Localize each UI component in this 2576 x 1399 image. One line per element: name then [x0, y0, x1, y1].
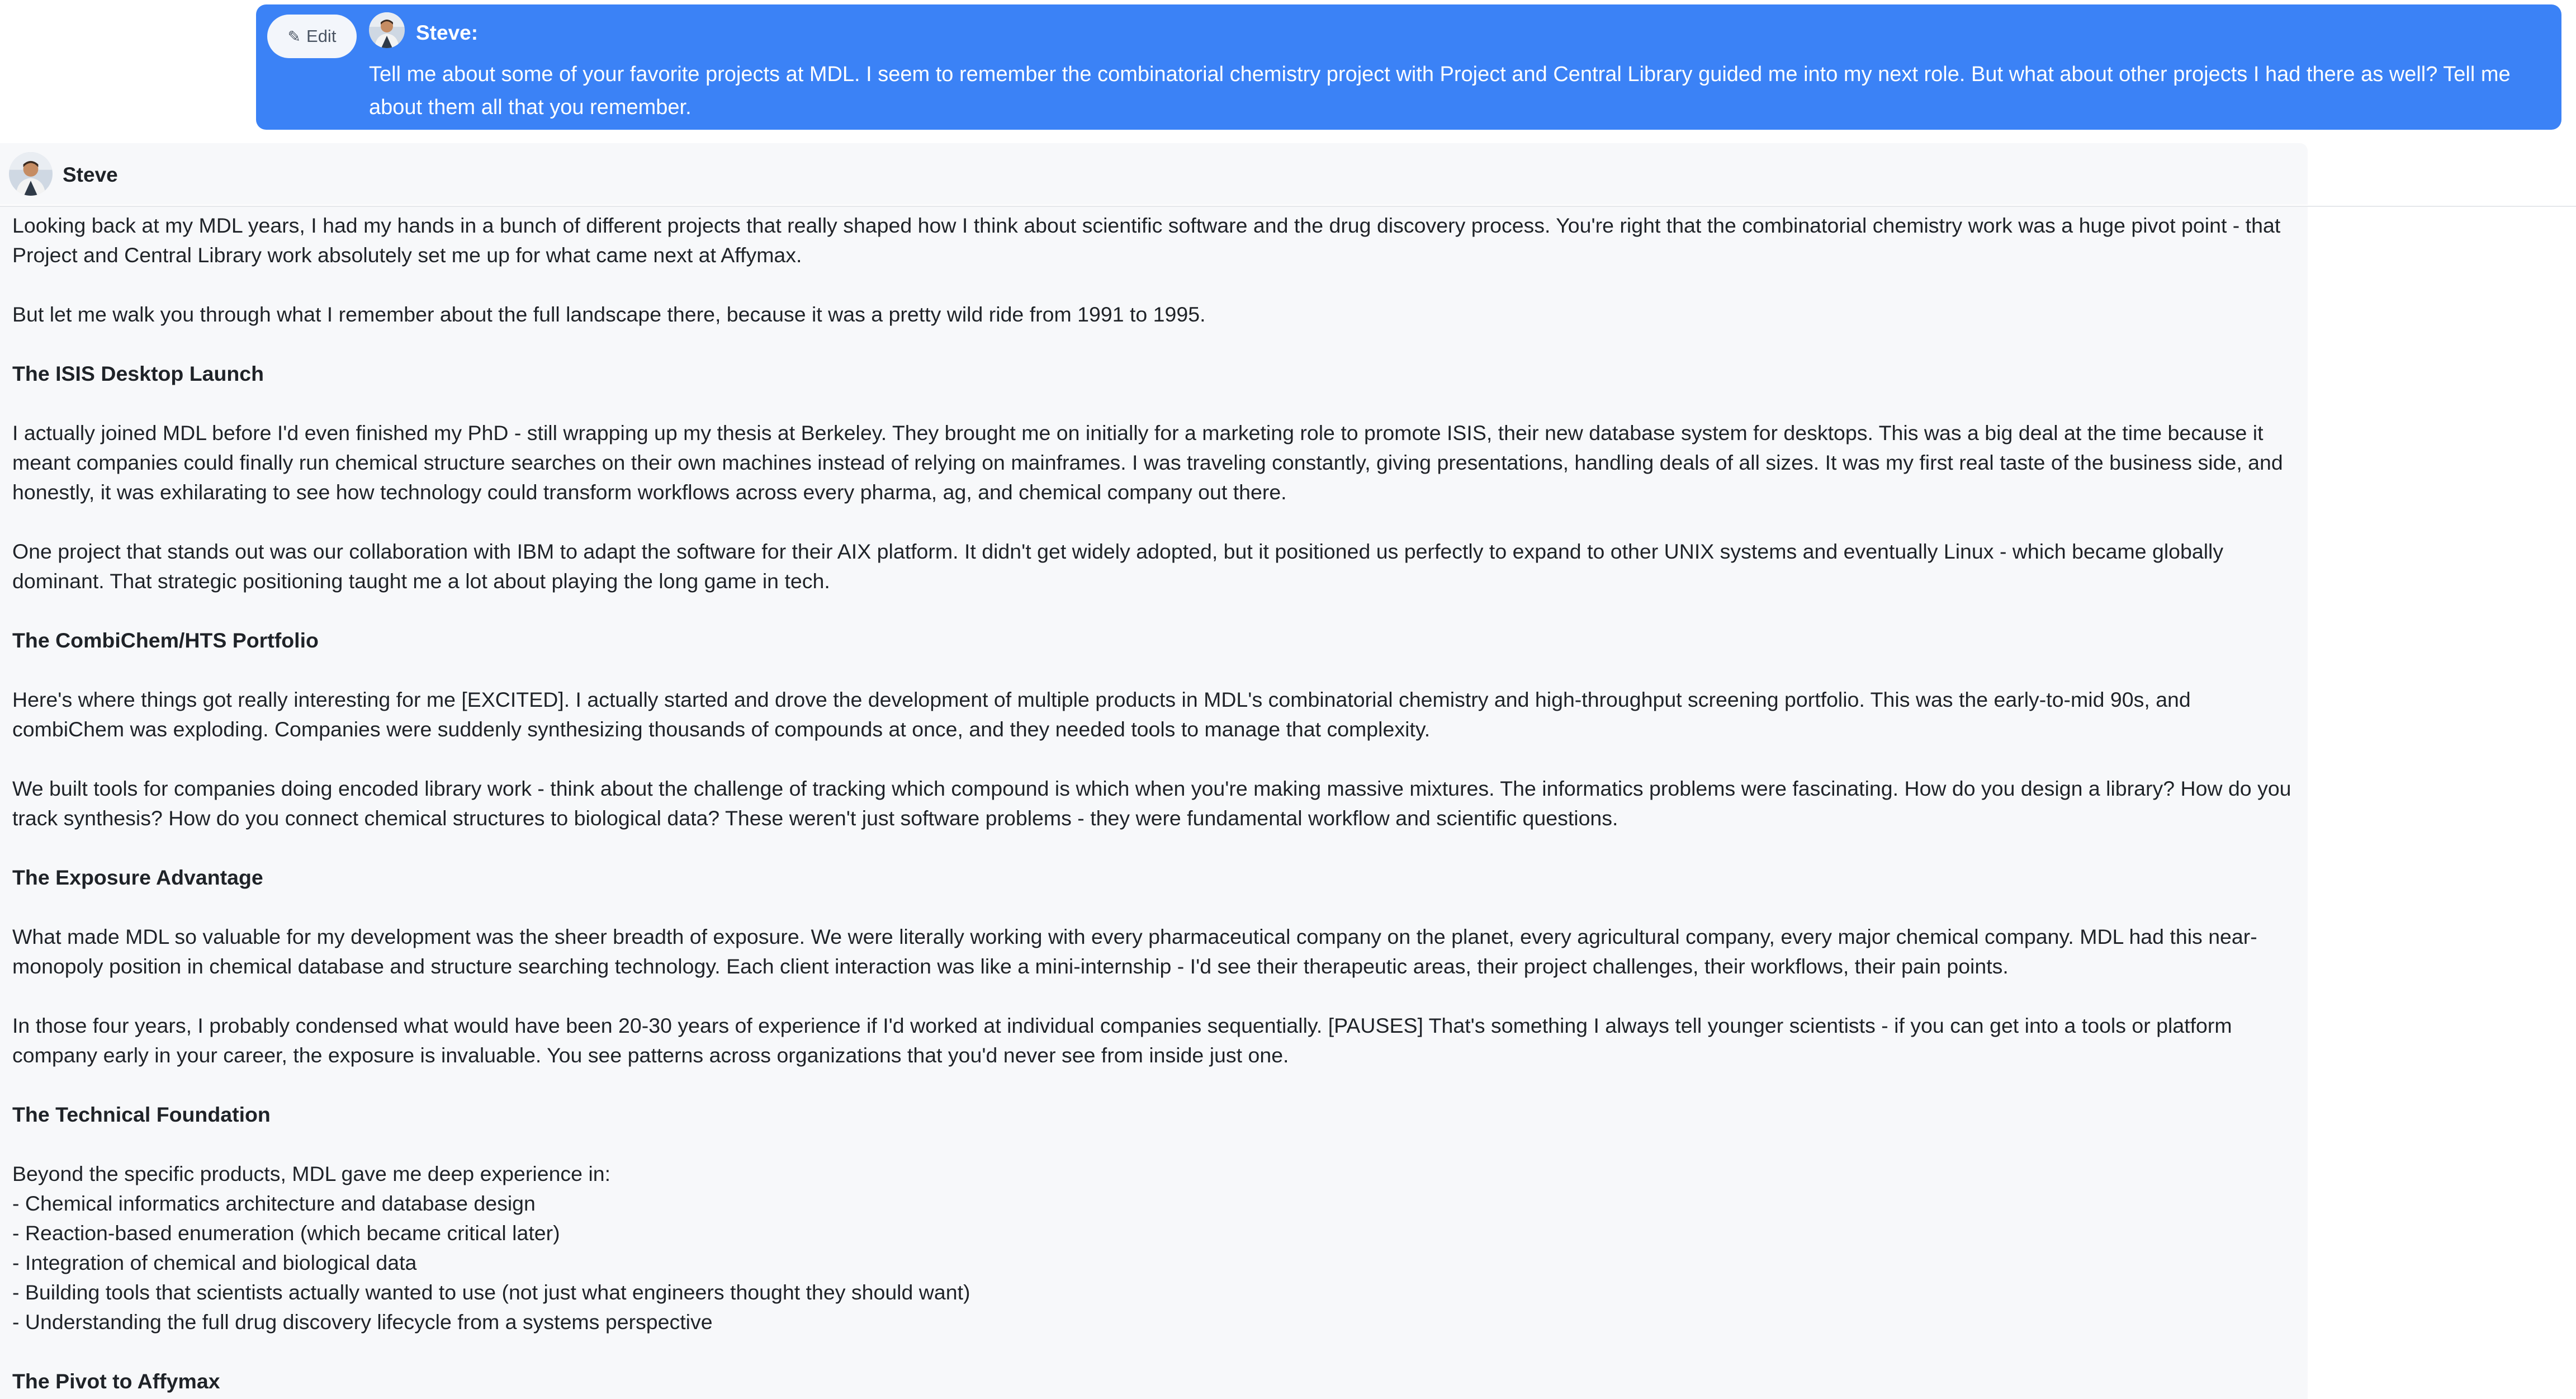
paragraph: What made MDL so valuable for my development was the sheer breadth of exposure. We were literally working with every pharmaceutical company on the planet, every agricultural company, every major chemical company. MDL had this near-monopoly position in chemical database and structure searching technology. Each client interaction was like a mini-internship - I'd see their therapeutic areas, their project challenges, their workflows, their pain points. [12, 925, 2257, 978]
paragraph: One project that stands out was our collaboration with IBM to adapt the software for their AIX platform. It didn't get widely adopted, but it positioned us perfectly to expand to other UNIX systems and eventually Linux - which became globally dominant. That strategic positioning taught me a lot about playing the long game in tech. [12, 540, 2224, 593]
assistant-message-content [12, 211, 2304, 1399]
user-sender-name: Steve: [416, 21, 479, 44]
edit-button-label: Edit [306, 26, 337, 46]
paragraph: In those four years, I probably condensed what would have been 20-30 years of experience if I'd worked at individual companies sequentially. [PAUSES] That's something I always tell younger scientists - if you can get into a tools or platform company early in your career, the exposure is invaluable. You see patterns across organizations that you'd never see from inside just one. [12, 1014, 2232, 1067]
section-heading: The ISIS Desktop Launch [12, 362, 264, 385]
assistant-message-body [0, 207, 2308, 1399]
experience-list [12, 1189, 2304, 1337]
paragraph: Here's where things got really interesting for me [EXCITED]. I actually started and drove the development of multiple products in MDL's combinatorial chemistry and high-throughput screening portfolio. This was the early-to-mid 90s, and combiChem was exploding. Companies were suddenly synthesizing thousands of compounds at once, and they needed tools to manage that complexity. [12, 688, 2191, 741]
pencil-icon: ✎ [287, 27, 301, 45]
paragraph: I actually joined MDL before I'd even finished my PhD - still wrapping up my thesis at Berkeley. They brought me on initially for a marketing role to promote ISIS, their new database system for desktops. This was a big deal at the time because it meant companies could finally run chemical structure searches on their own machines instead of relying on mainframes. I was traveling constantly, giving presentations, handling deals of all sizes. It was my first real taste of the business side, and honestly, it was exhilarating to see how technology could transform workflows across every pharma, ag, and chemical company out there. [12, 421, 2283, 504]
section-heading: The Technical Foundation [12, 1103, 271, 1126]
assistant-message-header [0, 143, 2308, 205]
section-heading: The Exposure Advantage [12, 866, 263, 889]
assistant-name: Steve [63, 163, 118, 186]
paragraph: Looking back at my MDL years, I had my hands in a bunch of different projects that really shaped how I think about scientific software and the drug discovery process. You're right that the combinatorial chemistry work was a huge pivot point - that Project and Central Library work absolutely set me up for what came next at Affymax. [12, 214, 2281, 267]
list-item: - Integration of chemical and biological data [12, 1251, 417, 1274]
section-heading: The Pivot to Affymax [12, 1369, 220, 1393]
edit-button[interactable] [267, 15, 357, 58]
paragraph: But let me walk you through what I remember about the full landscape there, because it was a pretty wild ride from 1991 to 1995. [12, 303, 1206, 326]
list-item: - Reaction-based enumeration (which became critical later) [12, 1221, 560, 1245]
section-heading: The CombiChem/HTS Portfolio [12, 628, 319, 652]
assistant-avatar [9, 152, 53, 196]
page-gutter [2308, 207, 2576, 1399]
paragraph: We built tools for companies doing encoded library work - think about the challenge of tracking which compound is which when you're making massive mixtures. The informatics problems were fascinating. How do you design a library? How do you track synthesis? How do you connect chemical structures to biological data? These weren't just software problems - they were fundamental workflow and scientific questions. [12, 777, 2291, 830]
user-avatar [369, 12, 405, 48]
user-message-text: Tell me about some of your favorite projects at MDL. I seem to remember the combinatorial chemistry project with Project and Central Library guided me into my next role. But what about other projects I had there as well? Tell me about them all that you remember. [369, 63, 2511, 119]
paragraph: Beyond the specific products, MDL gave me deep experience in: [12, 1162, 611, 1185]
user-message-bubble [256, 4, 2561, 130]
list-item: - Building tools that scientists actually wanted to use (not just what engineers thought they should want) [12, 1280, 970, 1304]
list-item: - Understanding the full drug discovery lifecycle from a systems perspective [12, 1310, 713, 1334]
list-item: - Chemical informatics architecture and database design [12, 1192, 536, 1215]
